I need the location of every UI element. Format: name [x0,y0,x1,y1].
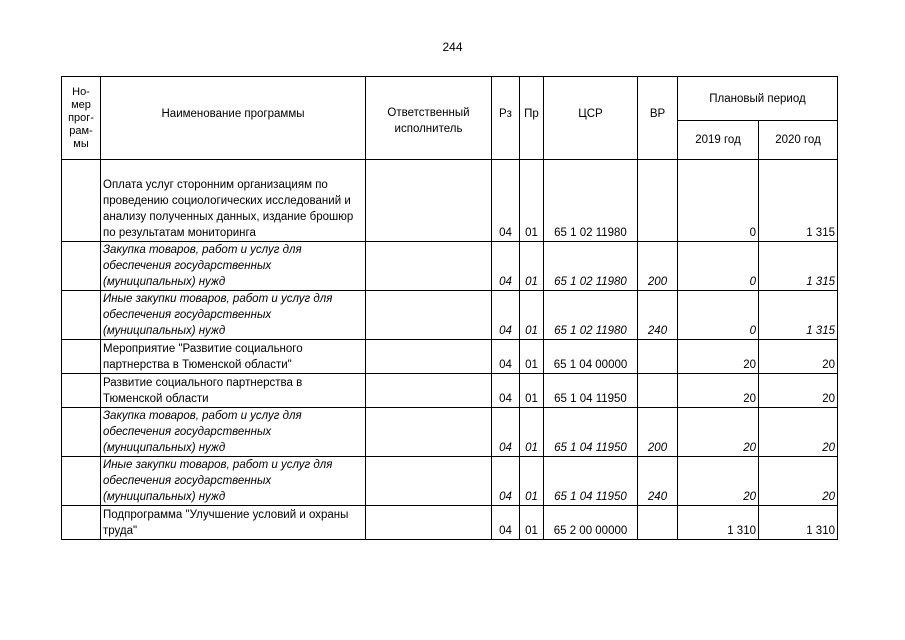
cell-rz: 04 [492,291,520,340]
cell-program-number [62,408,101,457]
header-year-2019: 2019 год [678,121,759,160]
cell-vr: 200 [638,242,678,291]
cell-pr: 01 [520,160,544,242]
header-program-name: Наименование программы [101,77,366,160]
cell-2019-amount: 20 [678,457,759,506]
table-row [62,291,838,340]
cell-csr: 65 1 04 00000 [544,340,638,374]
header-rz: Рз [492,77,520,160]
cell-2019-amount: 20 [678,340,759,374]
cell-rz: 04 [492,457,520,506]
cell-program-number [62,242,101,291]
cell-vr [638,374,678,408]
cell-program-name: Мероприятие "Развитие социального партнерства в Тюменской области" [101,340,366,374]
header-csr: ЦСР [544,77,638,160]
cell-2020-amount: 1 315 [759,160,838,242]
cell-2019-amount: 0 [678,291,759,340]
cell-responsible [366,160,492,242]
cell-pr: 01 [520,374,544,408]
table-row [62,160,838,242]
header-program-number-label: Но- мер прог- рам- мы [68,85,94,150]
cell-2020-amount: 20 [759,340,838,374]
header-program-number [62,77,101,160]
cell-responsible [366,506,492,540]
cell-program-number [62,374,101,408]
cell-program-name: Закупка товаров, работ и услуг для обеспечения государственных (муниципальных) нужд [101,242,366,291]
cell-csr: 65 1 02 11980 [544,242,638,291]
header-planned-period: Плановый период [678,77,838,121]
cell-vr: 240 [638,291,678,340]
cell-vr [638,160,678,242]
cell-2020-amount: 20 [759,408,838,457]
header-year-2020: 2020 год [759,121,838,160]
table-row [62,340,838,374]
cell-vr [638,340,678,374]
cell-responsible [366,291,492,340]
cell-responsible [366,242,492,291]
cell-pr: 01 [520,291,544,340]
cell-2019-amount: 1 310 [678,506,759,540]
cell-rz: 04 [492,506,520,540]
cell-pr: 01 [520,408,544,457]
cell-csr: 65 2 00 00000 [544,506,638,540]
cell-responsible [366,374,492,408]
cell-program-number [62,457,101,506]
table-row [62,374,838,408]
cell-program-name: Иные закупки товаров, работ и услуг для обеспечения государственных (муниципальных) нужд [101,291,366,340]
header-pr: Пр [520,77,544,160]
cell-pr: 01 [520,242,544,291]
cell-csr: 65 1 04 11950 [544,457,638,506]
cell-csr: 65 1 04 11950 [544,408,638,457]
cell-rz: 04 [492,242,520,291]
table-row [62,457,838,506]
cell-pr: 01 [520,506,544,540]
cell-responsible [366,340,492,374]
cell-program-number [62,291,101,340]
cell-vr [638,506,678,540]
cell-responsible [366,457,492,506]
cell-rz: 04 [492,340,520,374]
cell-program-name: Развитие социального партнерства в Тюменской области [101,374,366,408]
cell-program-name: Закупка товаров, работ и услуг для обеспечения государственных (муниципальных) нужд [101,408,366,457]
cell-2020-amount: 1 310 [759,506,838,540]
cell-2019-amount: 0 [678,242,759,291]
cell-vr: 240 [638,457,678,506]
cell-pr: 01 [520,457,544,506]
cell-rz: 04 [492,408,520,457]
cell-2019-amount: 0 [678,160,759,242]
cell-2020-amount: 20 [759,374,838,408]
cell-program-number [62,160,101,242]
cell-program-name: Оплата услуг сторонним организациям по проведению социологических исследований и анализу полученных данных, издание брошюр по результатам мониторинга [101,160,366,242]
cell-2019-amount: 20 [678,408,759,457]
cell-program-name: Подпрограмма "Улучшение условий и охраны труда" [101,506,366,540]
cell-vr: 200 [638,408,678,457]
table-body [62,160,838,540]
table-row [62,242,838,291]
cell-csr: 65 1 04 11950 [544,374,638,408]
cell-program-name: Иные закупки товаров, работ и услуг для обеспечения государственных (муниципальных) нужд [101,457,366,506]
table-row [62,506,838,540]
cell-csr: 65 1 02 11980 [544,291,638,340]
cell-program-number [62,340,101,374]
cell-2020-amount: 1 315 [759,291,838,340]
cell-2019-amount: 20 [678,374,759,408]
header-vr: ВР [638,77,678,160]
budget-table [61,76,838,540]
cell-pr: 01 [520,340,544,374]
cell-rz: 04 [492,160,520,242]
cell-responsible [366,408,492,457]
cell-rz: 04 [492,374,520,408]
cell-2020-amount: 1 315 [759,242,838,291]
cell-2020-amount: 20 [759,457,838,506]
cell-csr: 65 1 02 11980 [544,160,638,242]
cell-program-number [62,506,101,540]
table-row [62,408,838,457]
header-responsible: Ответственный исполнитель [366,77,492,160]
page-number: 244 [442,40,463,54]
